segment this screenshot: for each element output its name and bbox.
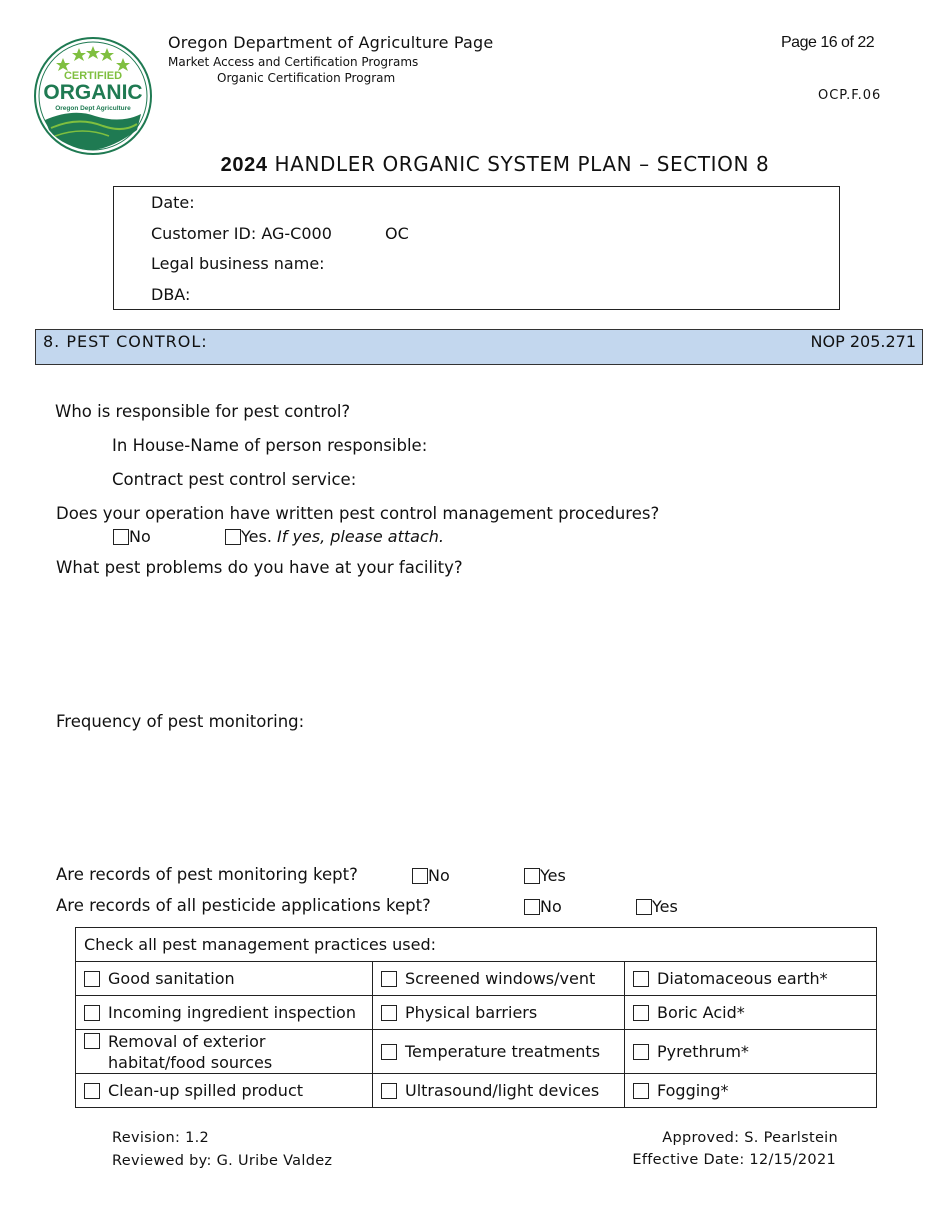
practice-cell[interactable] xyxy=(373,996,625,1030)
practice-cell[interactable] xyxy=(76,996,373,1030)
practice-checkbox[interactable] xyxy=(381,1083,397,1099)
practices-table xyxy=(75,927,877,1108)
date-label: Date: xyxy=(151,193,195,212)
pesticide-yes-option[interactable] xyxy=(636,897,678,916)
procedures-yes-label: Yes. xyxy=(241,527,272,546)
practice-checkbox[interactable] xyxy=(84,1083,100,1099)
monitoring-yes-label: Yes xyxy=(540,866,566,885)
practice-label: Screened windows/vent xyxy=(405,969,596,988)
practice-cell[interactable] xyxy=(373,1030,625,1074)
practices-header: Check all pest management practices used: xyxy=(76,928,877,962)
table-row xyxy=(76,962,877,996)
customer-id-text: Customer ID: AG-C000 xyxy=(151,224,332,243)
procedures-yes-note: If yes, please attach. xyxy=(277,527,444,546)
procedures-yes-checkbox[interactable] xyxy=(225,529,241,545)
practice-cell[interactable] xyxy=(76,962,373,996)
practice-checkbox[interactable] xyxy=(633,1083,649,1099)
customer-info-box xyxy=(113,186,840,310)
practice-label: Good sanitation xyxy=(108,969,235,988)
practice-checkbox[interactable] xyxy=(633,971,649,987)
records-monitoring-question: Are records of pest monitoring kept? xyxy=(56,865,358,884)
practice-label: Temperature treatments xyxy=(405,1042,601,1061)
certified-organic-logo xyxy=(33,36,153,156)
page-title xyxy=(0,152,950,177)
practice-cell[interactable] xyxy=(373,1074,625,1108)
procedures-no-checkbox[interactable] xyxy=(113,529,129,545)
practice-checkbox[interactable] xyxy=(84,971,100,987)
title-text: HANDLER ORGANIC SYSTEM PLAN – SECTION 8 xyxy=(274,152,770,176)
procedures-yes-option[interactable] xyxy=(225,527,444,546)
practice-label: Clean-up spilled product xyxy=(108,1081,304,1100)
program-line-2: Organic Certification Program xyxy=(217,71,396,85)
table-row xyxy=(76,996,877,1030)
practice-cell[interactable] xyxy=(625,1030,877,1074)
monitoring-yes-checkbox[interactable] xyxy=(524,868,540,884)
practice-checkbox[interactable] xyxy=(633,1044,649,1060)
practice-cell[interactable] xyxy=(373,962,625,996)
effective-date-text: Effective Date: 12/15/2021 xyxy=(632,1152,836,1168)
pesticide-no-label: No xyxy=(540,897,562,916)
records-pesticide-question: Are records of all pesticide applications kept? xyxy=(56,896,431,915)
practice-checkbox[interactable] xyxy=(633,1005,649,1021)
practice-cell[interactable] xyxy=(625,1074,877,1108)
practice-label: Fogging* xyxy=(657,1081,729,1100)
practice-checkbox[interactable] xyxy=(84,1033,100,1049)
table-row xyxy=(76,1030,877,1074)
monitoring-no-checkbox[interactable] xyxy=(412,868,428,884)
approved-text: Approved: S. Pearlstein xyxy=(662,1130,838,1146)
procedures-no-option[interactable] xyxy=(113,527,151,546)
practice-label: Removal of exterior habitat/food sources xyxy=(108,1031,273,1072)
practice-label: Pyrethrum* xyxy=(657,1042,749,1061)
practice-checkbox[interactable] xyxy=(381,971,397,987)
customer-id-suffix: OC xyxy=(384,224,409,243)
practice-label: Boric Acid* xyxy=(657,1003,745,1022)
practice-label: Incoming ingredient inspection xyxy=(108,1003,356,1022)
practice-label: Ultrasound/light devices xyxy=(405,1081,600,1100)
customer-id-label xyxy=(151,224,409,243)
monitoring-yes-option[interactable] xyxy=(524,866,566,885)
procedures-no-label: No xyxy=(129,527,151,546)
pesticide-yes-checkbox[interactable] xyxy=(636,899,652,915)
org-name: Oregon Department of Agriculture Page xyxy=(168,33,494,52)
section-label: 8. PEST CONTROL: xyxy=(43,332,208,351)
pesticide-yes-label: Yes xyxy=(652,897,678,916)
section-reference: NOP 205.271 xyxy=(810,332,916,351)
table-row xyxy=(76,1074,877,1108)
organic-seal-icon xyxy=(33,36,153,156)
form-id: OCP.F.06 xyxy=(818,88,882,103)
practice-label: Diatomaceous earth* xyxy=(657,969,828,988)
section-header-bar xyxy=(35,329,923,365)
practice-cell[interactable] xyxy=(625,962,877,996)
practice-cell[interactable] xyxy=(76,1074,373,1108)
contract-label: Contract pest control service: xyxy=(112,470,357,489)
reviewed-by-text: Reviewed by: G. Uribe Valdez xyxy=(112,1153,333,1169)
program-line-1: Market Access and Certification Programs xyxy=(168,55,419,69)
pesticide-no-checkbox[interactable] xyxy=(524,899,540,915)
svg-text:CERTIFIED: CERTIFIED xyxy=(63,70,123,82)
svg-text:ORGANIC: ORGANIC xyxy=(43,81,143,104)
monitoring-no-option[interactable] xyxy=(412,866,450,885)
pesticide-no-option[interactable] xyxy=(524,897,562,916)
revision-text: Revision: 1.2 xyxy=(112,1130,210,1146)
dba-label: DBA: xyxy=(151,285,191,304)
monitoring-no-label: No xyxy=(428,866,450,885)
practice-cell[interactable] xyxy=(76,1030,373,1074)
in-house-label: In House-Name of person responsible: xyxy=(112,436,428,455)
legal-name-label: Legal business name: xyxy=(151,254,325,273)
who-responsible-question: Who is responsible for pest control? xyxy=(55,402,351,421)
written-procedures-question: Does your operation have written pest control management procedures? xyxy=(56,504,660,523)
title-year: 2024 xyxy=(220,154,268,176)
practice-checkbox[interactable] xyxy=(84,1005,100,1021)
practice-cell[interactable] xyxy=(625,996,877,1030)
practice-label: Physical barriers xyxy=(405,1003,538,1022)
pest-problems-question: What pest problems do you have at your facility? xyxy=(56,558,463,577)
page-number: Page 16 of 22 xyxy=(781,34,875,51)
practice-checkbox[interactable] xyxy=(381,1044,397,1060)
frequency-question: Frequency of pest monitoring: xyxy=(56,712,305,731)
svg-text:Oregon Dept Agriculture: Oregon Dept Agriculture xyxy=(55,105,131,112)
practice-checkbox[interactable] xyxy=(381,1005,397,1021)
